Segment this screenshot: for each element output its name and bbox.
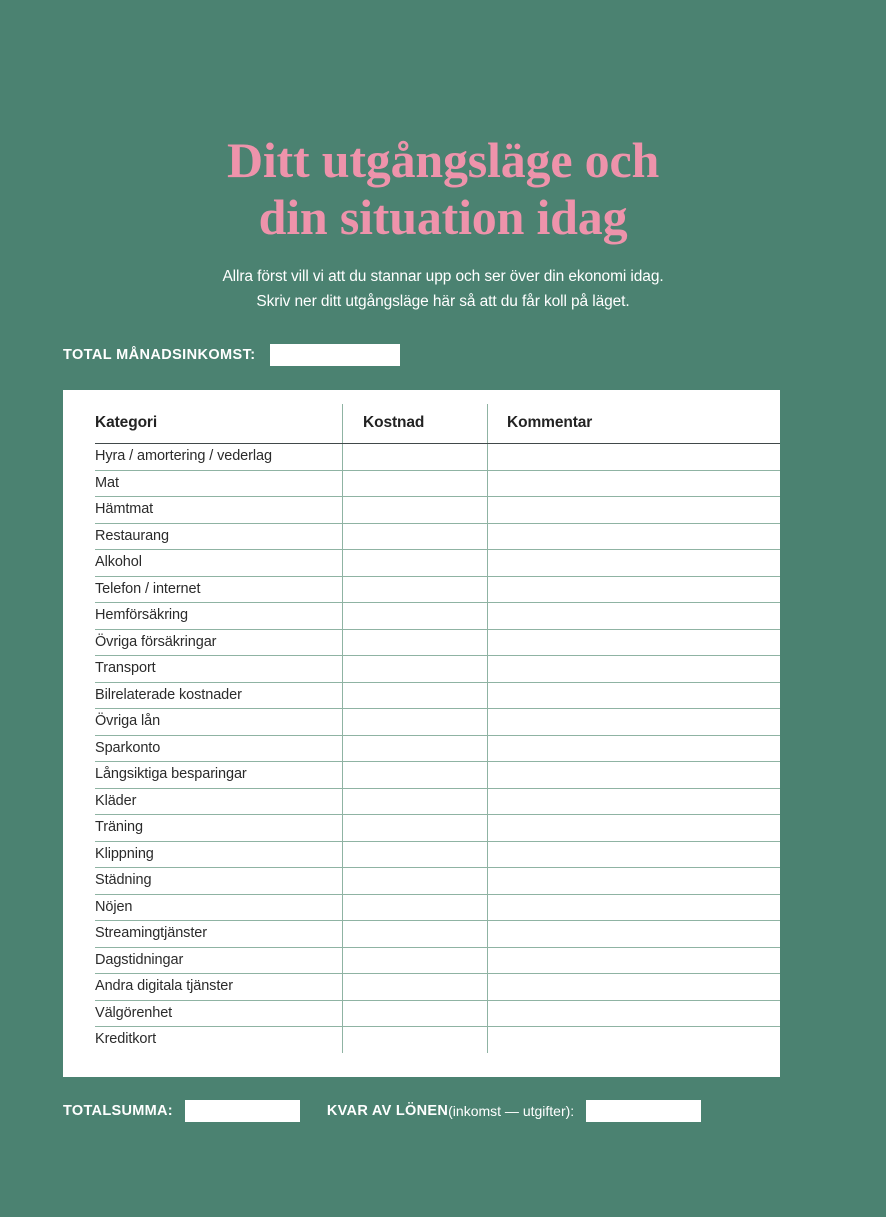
- table-row: [95, 630, 780, 657]
- expense-table-card: [63, 390, 780, 1077]
- page-subtitle-line-2: Skriv ner ditt utgångsläge här så att du får koll på läget.: [256, 293, 630, 310]
- row-kommentar-input[interactable]: [488, 525, 780, 549]
- row-kostnad-input[interactable]: [343, 896, 487, 920]
- row-kostnad-input[interactable]: [343, 710, 487, 734]
- row-kommentar-input[interactable]: [488, 1002, 780, 1026]
- page-subtitle-line-1: Allra först vill vi att du stannar upp och ser över din ekonomi idag.: [222, 268, 664, 285]
- row-kostnad-input[interactable]: [343, 1002, 487, 1026]
- row-kostnad-input[interactable]: [343, 472, 487, 496]
- page-title-line-1: Ditt utgångsläge och: [226, 132, 660, 188]
- row-category-label: Hemförsäkring: [95, 607, 188, 623]
- row-kommentar-input[interactable]: [488, 710, 780, 734]
- row-kommentar-input[interactable]: [488, 737, 780, 761]
- row-kommentar-input[interactable]: [488, 763, 780, 787]
- row-kommentar-input[interactable]: [488, 604, 780, 628]
- column-header-kategori: Kategori: [95, 414, 158, 431]
- table-row: [95, 762, 780, 789]
- page-subtitle: [0, 264, 886, 314]
- row-kostnad-input[interactable]: [343, 922, 487, 946]
- table-row: [95, 974, 780, 1001]
- row-category-label: Träning: [95, 819, 143, 835]
- row-kostnad-input[interactable]: [343, 869, 487, 893]
- row-category-label: Restaurang: [95, 527, 169, 544]
- row-category-label: Streamingtjänster: [95, 925, 207, 941]
- row-category-label: Kläder: [95, 792, 137, 809]
- table-row: [95, 789, 780, 816]
- row-category-label: Långsiktiga besparingar: [95, 766, 247, 782]
- kvar-av-lonen-input[interactable]: [586, 1100, 701, 1122]
- total-income-row: [63, 343, 400, 367]
- row-kommentar-input[interactable]: [488, 816, 780, 840]
- row-kommentar-input[interactable]: [488, 472, 780, 496]
- row-category-label: Dagstidningar: [95, 951, 184, 968]
- row-category-label: Alkohol: [95, 554, 142, 570]
- table-row: [95, 709, 780, 736]
- row-kommentar-input[interactable]: [488, 896, 780, 920]
- row-category-label: Hämtmat: [95, 501, 154, 517]
- table-row: [95, 1027, 780, 1054]
- table-row: [95, 603, 780, 630]
- table-row: [95, 550, 780, 577]
- row-kostnad-input[interactable]: [343, 975, 487, 999]
- row-kostnad-input[interactable]: [343, 737, 487, 761]
- row-category-label: Telefon / internet: [95, 580, 201, 597]
- row-kommentar-input[interactable]: [488, 843, 780, 867]
- table-row: [95, 577, 780, 604]
- page-title: [0, 132, 886, 246]
- table-row: [95, 895, 780, 922]
- kvar-av-lonen-note: (inkomst — utgifter):: [448, 1103, 575, 1119]
- row-kostnad-input[interactable]: [343, 949, 487, 973]
- table-row: [95, 497, 780, 524]
- row-kommentar-input[interactable]: [488, 498, 780, 522]
- row-category-label: Städning: [95, 872, 152, 888]
- page-title-line-2: din situation idag: [258, 189, 628, 245]
- expense-table: [95, 390, 780, 1077]
- row-category-label: Klippning: [95, 845, 154, 862]
- row-kostnad-input[interactable]: [343, 763, 487, 787]
- table-row: [95, 683, 780, 710]
- column-header-kostnad: Kostnad: [363, 414, 425, 431]
- row-kostnad-input[interactable]: [343, 604, 487, 628]
- row-kostnad-input[interactable]: [343, 551, 487, 575]
- table-row: [95, 524, 780, 551]
- table-row: [95, 815, 780, 842]
- row-category-label: Nöjen: [95, 898, 133, 915]
- row-kommentar-input[interactable]: [488, 869, 780, 893]
- table-row: [95, 948, 780, 975]
- row-kommentar-input[interactable]: [488, 1028, 780, 1052]
- total-income-label: TOTAL MÅNADSINKOMST:: [63, 347, 256, 363]
- row-category-label: Kreditkort: [95, 1031, 157, 1047]
- table-row: [95, 656, 780, 683]
- row-kommentar-input[interactable]: [488, 975, 780, 999]
- row-category-label: Transport: [95, 660, 156, 676]
- row-kommentar-input[interactable]: [488, 684, 780, 708]
- row-category-label: Hyra / amortering / vederlag: [95, 448, 272, 464]
- row-kommentar-input[interactable]: [488, 922, 780, 946]
- table-row: [95, 921, 780, 948]
- table-row: [95, 471, 780, 498]
- row-kostnad-input[interactable]: [343, 843, 487, 867]
- row-category-label: Andra digitala tjänster: [95, 978, 233, 994]
- row-kostnad-input[interactable]: [343, 445, 487, 469]
- totalsumma-input[interactable]: [185, 1100, 300, 1122]
- row-kostnad-input[interactable]: [343, 1028, 487, 1052]
- row-kommentar-input[interactable]: [488, 949, 780, 973]
- row-kostnad-input[interactable]: [343, 578, 487, 602]
- total-income-input[interactable]: [270, 344, 400, 366]
- table-row: [95, 842, 780, 869]
- table-row: [95, 868, 780, 895]
- row-kommentar-input[interactable]: [488, 445, 780, 469]
- row-category-label: Övriga lån: [95, 713, 161, 729]
- row-category-label: Mat: [95, 474, 119, 491]
- table-body: [95, 444, 780, 1054]
- row-kostnad-input[interactable]: [343, 657, 487, 681]
- row-kommentar-input[interactable]: [488, 657, 780, 681]
- totalsumma-label: TOTALSUMMA:: [63, 1103, 173, 1119]
- row-category-label: Bilrelaterade kostnader: [95, 686, 242, 703]
- row-kostnad-input[interactable]: [343, 684, 487, 708]
- row-kostnad-input[interactable]: [343, 525, 487, 549]
- row-kostnad-input[interactable]: [343, 631, 487, 655]
- row-category-label: Sparkonto: [95, 739, 161, 756]
- column-header-kommentar: Kommentar: [507, 414, 593, 431]
- row-category-label: Övriga försäkringar: [95, 633, 217, 650]
- row-kommentar-input[interactable]: [488, 551, 780, 575]
- row-kostnad-input[interactable]: [343, 790, 487, 814]
- row-category-label: Välgörenhet: [95, 1004, 173, 1021]
- table-row: [95, 1001, 780, 1028]
- footer-totals: [63, 1098, 823, 1124]
- table-header-row: [95, 390, 780, 440]
- row-kostnad-input[interactable]: [343, 816, 487, 840]
- kvar-av-lonen-label: KVAR AV LÖNEN: [326, 1103, 449, 1119]
- row-kommentar-input[interactable]: [488, 631, 780, 655]
- table-row: [95, 736, 780, 763]
- table-row: [95, 444, 780, 471]
- row-kommentar-input[interactable]: [488, 790, 780, 814]
- row-kommentar-input[interactable]: [488, 578, 780, 602]
- row-kostnad-input[interactable]: [343, 498, 487, 522]
